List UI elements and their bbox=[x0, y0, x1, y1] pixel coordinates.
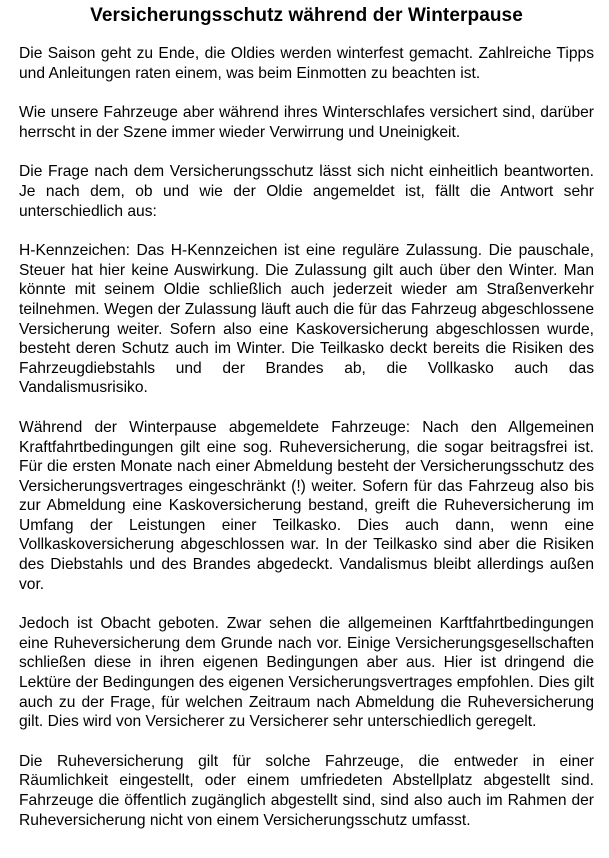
paragraph-question: Die Frage nach dem Versicherungsschutz lässt sich nicht einheitlich beantworten. Je nach dem, ob und wie der Oldie angemeldet ist, fällt die Antwort sehr unterschiedlich aus: bbox=[19, 163, 594, 220]
paragraph-intro: Die Saison geht zu Ende, die Oldies werden winterfest gemacht. Zahlreiche Tipps und Anleitungen raten einem, was beim Einmotten zu beachten ist. bbox=[19, 45, 594, 82]
paragraph-obacht: Jedoch ist Obacht geboten. Zwar sehen die allgemeinen Karftfahrtbedingungen eine Ruheversicherung dem Grunde nach vor. Einige Versicherungsgesellschaften schließen diese in ihren eigenen Bedingungen aber aus. Hier ist dringend die Lektüre der Bedingungen des eigenen Versicherungsvertrages empfohlen. Dies gilt auch zu der Frage, für welchen Zeitraum nach Abmeldung die Ruheversicherung gilt. Dies wird von Versicherer zu Versicherer sehr unterschiedlich geregelt. bbox=[19, 615, 594, 731]
document-page bbox=[19, 4, 594, 850]
paragraph-ruheversicherung: Die Ruheversicherung gilt für solche Fahrzeuge, die entweder in einer Räumlichkeit eingestellt, oder einem umfriedeten Abstellplatz abgestellt sind. Fahrzeuge die öffentlich zugänglich abgestellt sind, sind also auch im Rahmen der Ruheversicherung nicht von einem Versicherungsschutz umfasst. bbox=[19, 752, 594, 829]
paragraph-abgemeldet: Während der Winterpause abgemeldete Fahrzeuge: Nach den Allgemeinen Kraftfahrtbedingungen gilt eine sog. Ruheversicherung, die sogar beitragsfrei ist. Für die ersten Monate nach einer Abmeldung besteht der Versicherungsschutz des Versicherungsvertrages eingeschränkt (!) weiter. Sofern für das Fahrzeug also bis zur Abmeldung eine Kaskoversicherung bestand, greift die Ruheversicherung im Umfang der Leistungen einer Teilkasko. Dies auch dann, wenn eine Vollkaskoversicherung abgeschlossen war. In der Teilkasko sind aber die Risiken des Diebstahls und des Brandes abgedeckt. Vandalismus bleibt allerdings außen vor. bbox=[19, 418, 594, 593]
paragraph-h-kennzeichen: H-Kennzeichen: Das H-Kennzeichen ist eine reguläre Zulassung. Die pauschale, Steuer hat hier keine Auswirkung. Die Zulassung gilt auch über den Winter. Man könnte mit seinem Oldie schließlich auch jederzeit wieder am Straßenverkehr teilnehmen. Wegen der Zulassung läuft auch die für das Fahrzeug abgeschlossene Versicherung weiter. Sofern also eine Kaskoversicherung abgeschlossen wurde, besteht deren Schutz auch im Winter. Die Teilkasko deckt bereits die Risiken des Fahrzeugdiebstahls und der Brandes ab, die Vollkasko auch das Vandalismusrisiko. bbox=[19, 242, 594, 397]
document-title: Versicherungsschutz während der Winterpause bbox=[90, 5, 523, 26]
paragraph-confusion: Wie unsere Fahrzeuge aber während ihres Winterschlafes versichert sind, darüber herrscht in der Szene immer wieder Verwirrung und Uneinigkeit. bbox=[19, 104, 594, 141]
